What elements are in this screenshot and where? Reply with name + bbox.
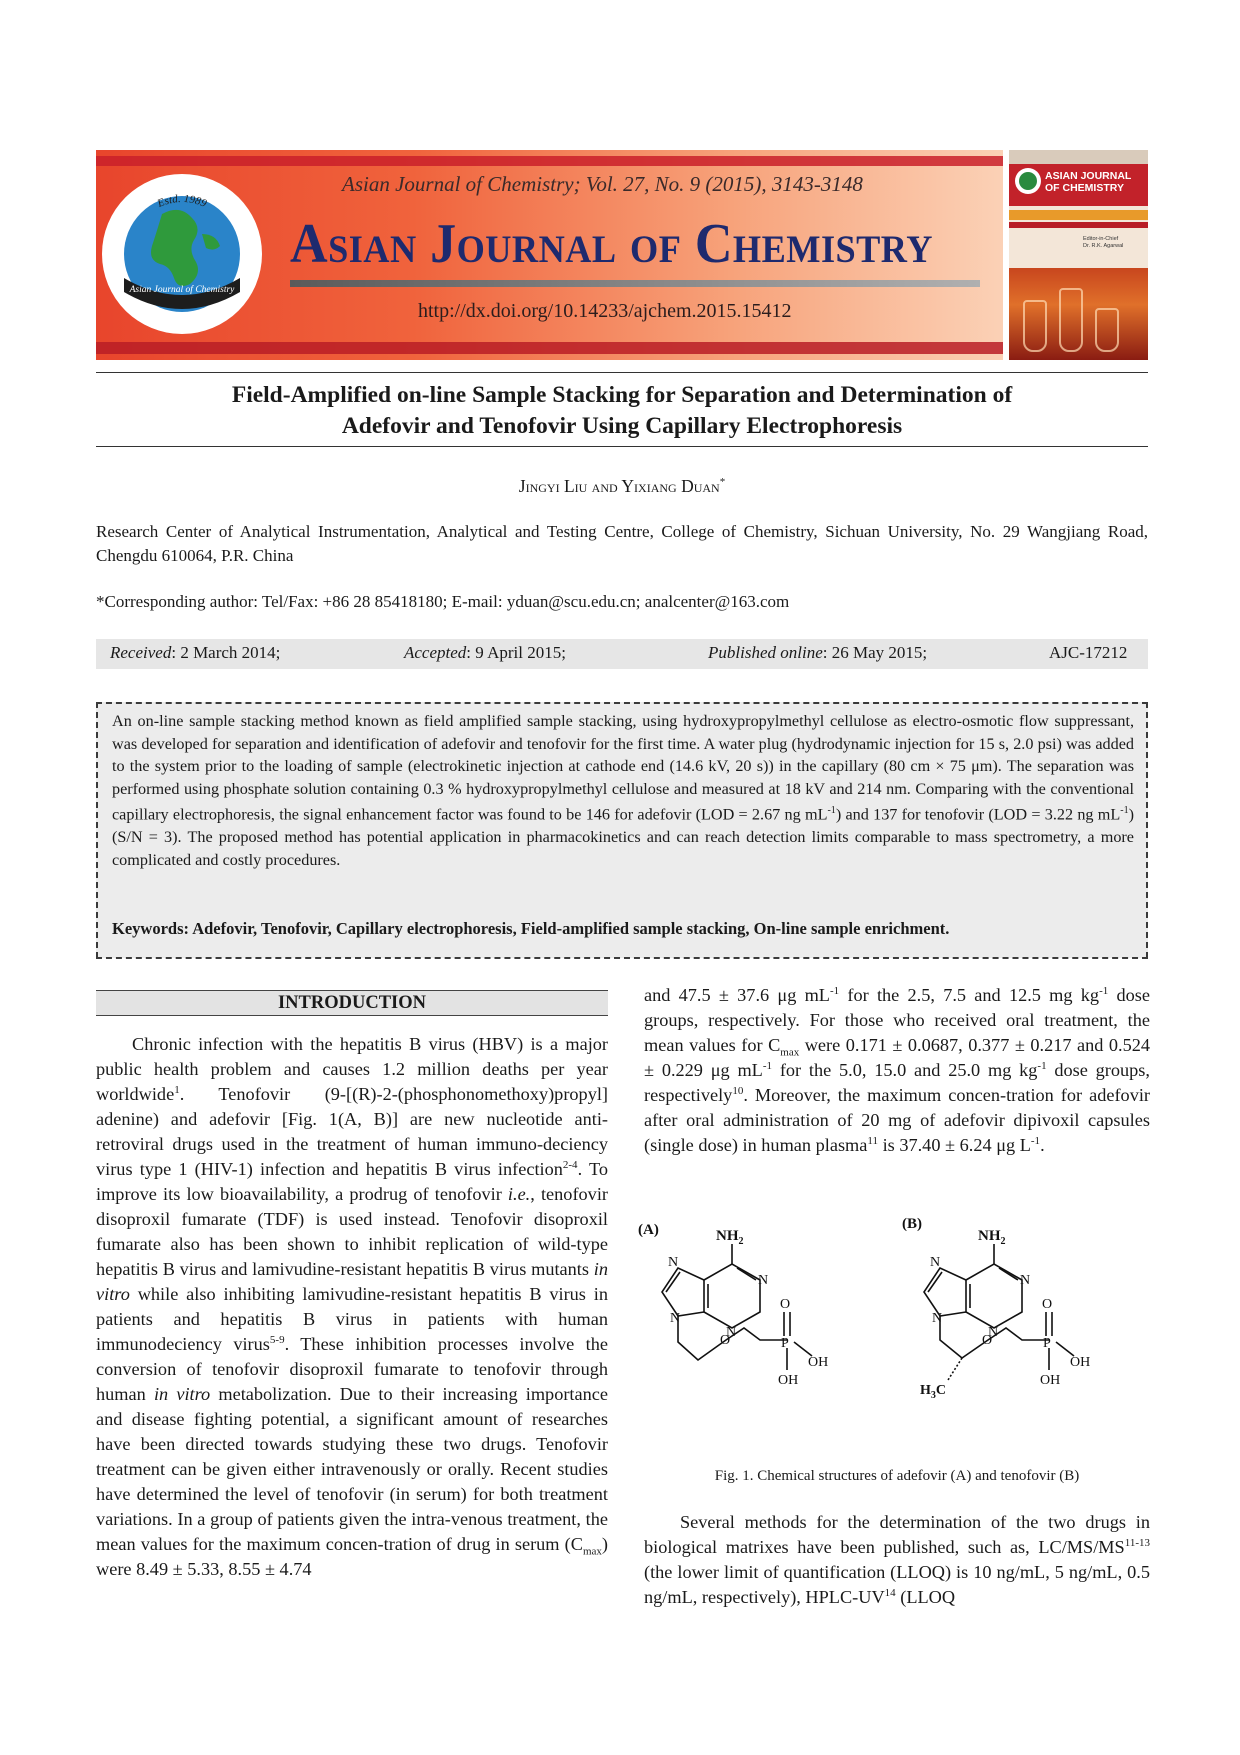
- journal-title: Asian Journal of Chemistry: [290, 213, 933, 275]
- journal-logo-globe-icon: [102, 174, 262, 334]
- accepted-date: Accepted: 9 April 2015;: [404, 643, 566, 662]
- svg-text:P: P: [781, 1336, 789, 1351]
- svg-text:N: N: [1020, 1273, 1031, 1288]
- title-bottom-rule: [96, 446, 1148, 447]
- svg-text:N: N: [670, 1311, 681, 1326]
- svg-text:NH2: $NH_2$: [716, 1228, 744, 1247]
- logo-est-text: Estd. 1989: [155, 192, 209, 210]
- article-dates-bar: [96, 639, 1148, 669]
- svg-text:OH: OH: [1040, 1373, 1061, 1388]
- abstract-text: An on-line sample stacking method known as field amplified sample stacking, using hydroxypropylmethyl cellulose as electro-osmotic flow suppressant, was developed for separation and identification of adefovir and tenofovir for the first time. A water plug (hydrodynamic injection for 15 s, 2.0 psi) was added to the system prior to the loading of sample (electrokinetic injection at cathode end (14.6 kV, 20 s)) in the capillary (80 cm × 75 μm). The separation was performed using phosphate solution containing 0.3 % hydroxypropylmethyl cellulose and measured at 18 kV and 214 nm. Comparing with the conventional capillary electrophoresis, the signal enhancement factor was found to be 146 for adefovir (LOD = 2.67 ng $mL^{-1}$) and 137 for tenofovir (LOD = 3.22 ng $mL^{-1}$) (S/N = 3). The proposed method has potential application in pharmacokinetics and can reach detection limits comparable to mass spectrometry, a more complicated and costly procedures.: [112, 712, 1134, 869]
- received-date: Received: 2 March 2014;: [110, 643, 281, 662]
- svg-text:O: O: [720, 1333, 731, 1348]
- journal-citation-line: Asian Journal of Chemistry; Vol. 27, No. 9 (2015), 3143-3148: [342, 172, 863, 196]
- figure-1-caption: Fig. 1. Chemical structures of adefovir (A) and tenofovir (B): [714, 1468, 1080, 1484]
- title-rule: [290, 280, 980, 287]
- svg-text:O: O: [982, 1333, 993, 1348]
- svg-text:O: O: [1042, 1297, 1053, 1312]
- svg-text:N: N: [668, 1255, 679, 1270]
- svg-text:H3C: $H_3C$: [920, 1383, 947, 1401]
- cover-lab-flask-icon: [1009, 268, 1148, 360]
- affiliation: Research Center of Analytical Instrumentation, Analytical and Testing Centre, College of Chemistry, Sichuan University, No. 29 Wangjiang Road, Chengdu 610064, P.R. China: [96, 522, 1148, 565]
- figure-1-chemical-structures: [638, 1210, 1150, 1460]
- svg-text:N: N: [758, 1273, 769, 1288]
- article-code: AJC-17212: [1049, 643, 1128, 662]
- author-list: Jingyi Liu and Yixiang Duan*: [518, 476, 726, 496]
- label-b: (B): [902, 1216, 922, 1232]
- title-top-rule: [96, 372, 1148, 373]
- introduction-heading: INTRODUCTION: [96, 990, 608, 1016]
- journal-cover-thumbnail: [1009, 150, 1148, 360]
- keywords: Keywords: Adefovir, Tenofovir, Capillary electrophoresis, Field-amplified sample stacking, On-line sample enrichment.: [112, 919, 950, 938]
- svg-text:OH: OH: [778, 1373, 799, 1388]
- column2-paragraph-1: and 47.5 ± 37.6 μg $mL^{-1}$ for the 2.5, 7.5 and 12.5 mg $kg^{-1}$ dose groups, respectively. For those who received oral treatment, the mean values for $C_{max}$ were 0.171 ± 0.0687, 0.377 ± 0.217 and 0.524 ± 0.229 μg $mL^{-1}$ for the 5.0, 15.0 and 25.0 mg $kg^{-1}$ dose groups, respectively$^{10}$. Moreover, the maximum concen-tration for adefovir after oral administration of 20 mg of adefovir dipivoxil capsules (single dose) in human plasma$^{11}$ is 37.40 ± 6.24 μg $L^{-1}$.: [644, 984, 1151, 1155]
- cover-globe-icon: [1015, 168, 1041, 194]
- cover-journal-name: ASIAN JOURNAL OF CHEMISTRY: [1045, 170, 1132, 194]
- doi-link[interactable]: http://dx.doi.org/10.14233/ajchem.2015.15412: [418, 300, 792, 322]
- logo-ring-text: Asian Journal of Chemistry: [129, 285, 235, 295]
- tenofovir-structure: [924, 1244, 1074, 1380]
- svg-text:N: N: [930, 1255, 941, 1270]
- corresponding-author: *Corresponding author: Tel/Fax: +86 28 85418180; E-mail: yduan@scu.edu.cn; analcenter@163.com: [96, 592, 790, 611]
- banner-background: [96, 150, 1003, 360]
- svg-text:P: P: [1043, 1336, 1051, 1351]
- cover-editor: Editor-in-Chief Dr. R.K. Agarwal: [1083, 236, 1124, 249]
- svg-text:N: N: [988, 1325, 999, 1340]
- paper-title: Field-Amplified on-line Sample Stacking for Separation and Determination of Adefovir and Tenofovir Using Capillary Electrophoresis: [231, 382, 1013, 439]
- journal-banner: [96, 150, 1148, 360]
- introduction-body: Chronic infection with the hepatitis B virus (HBV) is a major public health problem and causes 1.2 million deaths per year worldwide$^1$. Tenofovir (9-[(R)-2-(phosphonomethoxy)propyl] adenine) and adefovir [Fig. 1(A, B)] are new nucleotide anti-retroviral drugs used in the treatment of human immuno-deciency virus type 1 (HIV-1) infection and hepatitis B virus infection$^{2-4}$. To improve its low bioavailability, a prodrug of tenofovir i.e., tenofovir disoproxil fumarate (TDF) is used instead. Tenofovir disoproxil fumarate also has been shown to inhibit replication of wild-type hepatitis B virus and lamivudine-resistant hepatitis B virus mutants in vitro while also inhibiting lamivudine-resistant hepatitis B virus in patients and hepatitis B virus in patients with human immunodeciency virus$^{5-9}$. These inhibition processes involve the conversion of tenofovir disoproxil fumarate to tenofovir through human in vitro metabolization. Due to their increasing importance and disease fighting potential, a significant amount of researches have been directed towards studying these two drugs. Tenofovir treatment can be given either intravenously or orally. Recent studies have determined the level of tenofovir (in serum) for both treatment variations. In a group of patients given the intra-venous treatment, the mean values for the maximum concen-tration of drug in serum $(C_{max})$ were 8.49 ± 5.33, 8.55 ± 4.74: [96, 1034, 608, 1579]
- svg-text:N: N: [932, 1311, 943, 1326]
- svg-text:NH2: $NH_2$: [978, 1228, 1006, 1247]
- svg-text:OH: OH: [1070, 1355, 1091, 1370]
- svg-text:OH: OH: [808, 1355, 829, 1370]
- published-date: Published online: 26 May 2015;: [708, 643, 928, 662]
- column2-paragraph-2: Several methods for the determination of the two drugs in biological matrixes have been published, such as, LC/MS/MS$^{11-13}$ (the lower limit of quantification (LLOQ) is 10 ng/mL, 5 ng/mL, 0.5 ng/mL, respectively), HPLC-UV$^{14}$ (LLOQ: [644, 1512, 1150, 1607]
- svg-text:O: O: [780, 1297, 791, 1312]
- label-a: (A): [638, 1222, 659, 1238]
- svg-text:N: N: [726, 1325, 737, 1340]
